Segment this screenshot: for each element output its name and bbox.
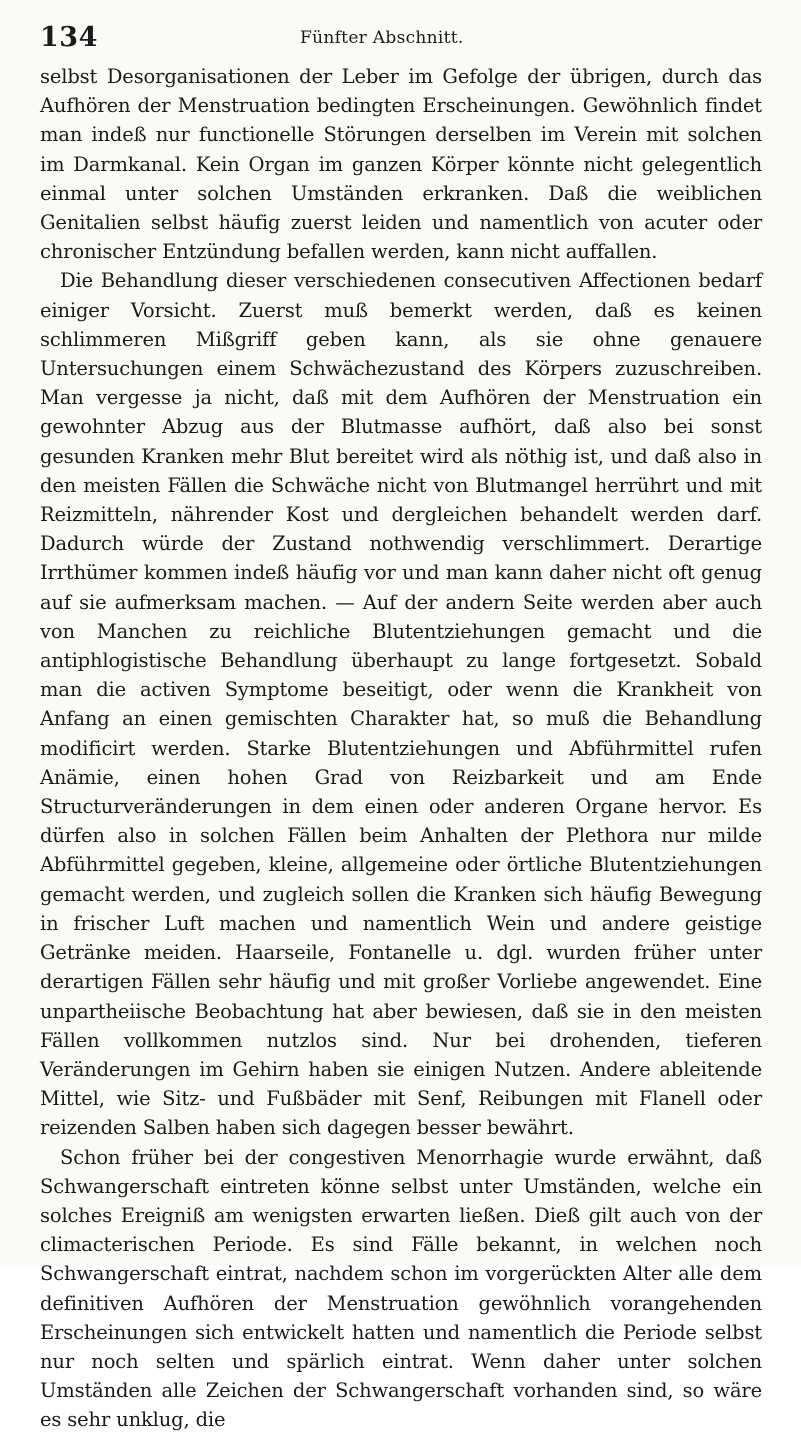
running-head: Fünfter Abschnitt. [300,28,464,48]
paragraph: selbst Desorganisationen der Leber im Gefolge der übrigen, durch das Aufhören der Menstruation bedingten Erscheinungen. Gewöhnlich findet man indeß nur functionelle Störungen derselben im Verein mit solchen im Darmkanal. Kein Organ im ganzen Körper könnte nicht gelegentlich einmal unter solchen Umständen erkranken. Daß die weiblichen Genitalien selbst häufig zuerst leiden und namentlich von acuter oder chronischer Entzündung befallen werden, kann nicht auffallen. [40,65,762,264]
paragraph: Die Behandlung dieser verschiedenen consecutiven Affectionen bedarf einiger Vorsicht. Zuerst muß bemerkt werden, daß es keinen schlimmeren Mißgriff geben kann, als sie ohne genauere Untersuchungen einem Schwächezustand des Körpers zuzuschreiben. Man vergesse ja nicht, daß mit dem Aufhören der Menstruation ein gewohnter Abzug aus der Blutmasse aufhört, daß also bei sonst gesunden Kranken mehr Blut bereitet wird als nöthig ist, und daß also in den meisten Fällen die Schwäche nicht von Blutmangel herrührt und mit Reizmitteln, nährender Kost und dergleichen behandelt werden darf. Dadurch würde der Zustand nothwendig verschlimmert. Derartige Irrthümer kommen indeß häufig vor und man kann daher nicht oft genug auf sie aufmerksam machen. — Auf der andern Seite werden aber auch von Manchen zu reichliche Blutentziehungen gemacht und die antiphlogistische Behandlung überhaupt zu lange fortgesetzt. Sobald man die activen Symptome beseitigt, oder wenn die Krankheit von Anfang an einen gemischten Charakter hat, so muß die Behandlung modificirt werden. Starke Blutentziehungen und Abführmittel rufen Anämie, einen hohen Grad von Reizbarkeit und am Ende Structurveränderungen in dem einen oder anderen Organe hervor. Es dürfen also in solchen Fällen beim Anhalten der Plethora nur milde Abführmittel gegeben, kleine, allgemeine oder örtliche Blutentziehungen gemacht werden, und zugleich sollen die Kranken sich häufig Bewegung in frischer Luft machen und namentlich Wein und andere geistige Getränke meiden. Haarseile, Fontanelle u. dgl. wurden früher unter derartigen Fällen sehr häufig und mit großer Vorliebe angewendet. Eine unpartheiische Beobachtung hat aber bewiesen, daß sie in den meisten Fällen vollkommen nutzlos sind. Nur bei drohenden, tieferen Veränderungen im Gehirn haben sie einigen Nutzen. Andere ableitende Mittel, wie Sitz- und Fußbäder mit Senf, Reibungen mit Flanell oder reizenden Salben haben sich dagegen besser bewährt. [40,269,762,1140]
paragraph: Schon früher bei der congestiven Menorrhagie wurde erwähnt, daß Schwangerschaft eintreten könne selbst unter Umständen, welche ein solches Ereigniß am wenigsten erwarten ließen. Dieß gilt auch von der climacterischen Periode. Es sind Fälle bekannt, in welchen noch Schwangerschaft eintrat, nachdem schon im vorgerückten Alter alle dem definitiven Aufhören der Menstruation gewöhnlich vorangehenden Erscheinungen sich entwickelt hatten und namentlich die Periode selbst nur noch selten und spärlich eintrat. Wenn daher unter solchen Umständen alle Zeichen der Schwangerschaft vorhanden sind, so wäre es sehr unklug, die [40,1145,762,1432]
page-header [40,22,761,58]
body-text [40,62,762,1435]
page-number: 134 [40,22,98,53]
